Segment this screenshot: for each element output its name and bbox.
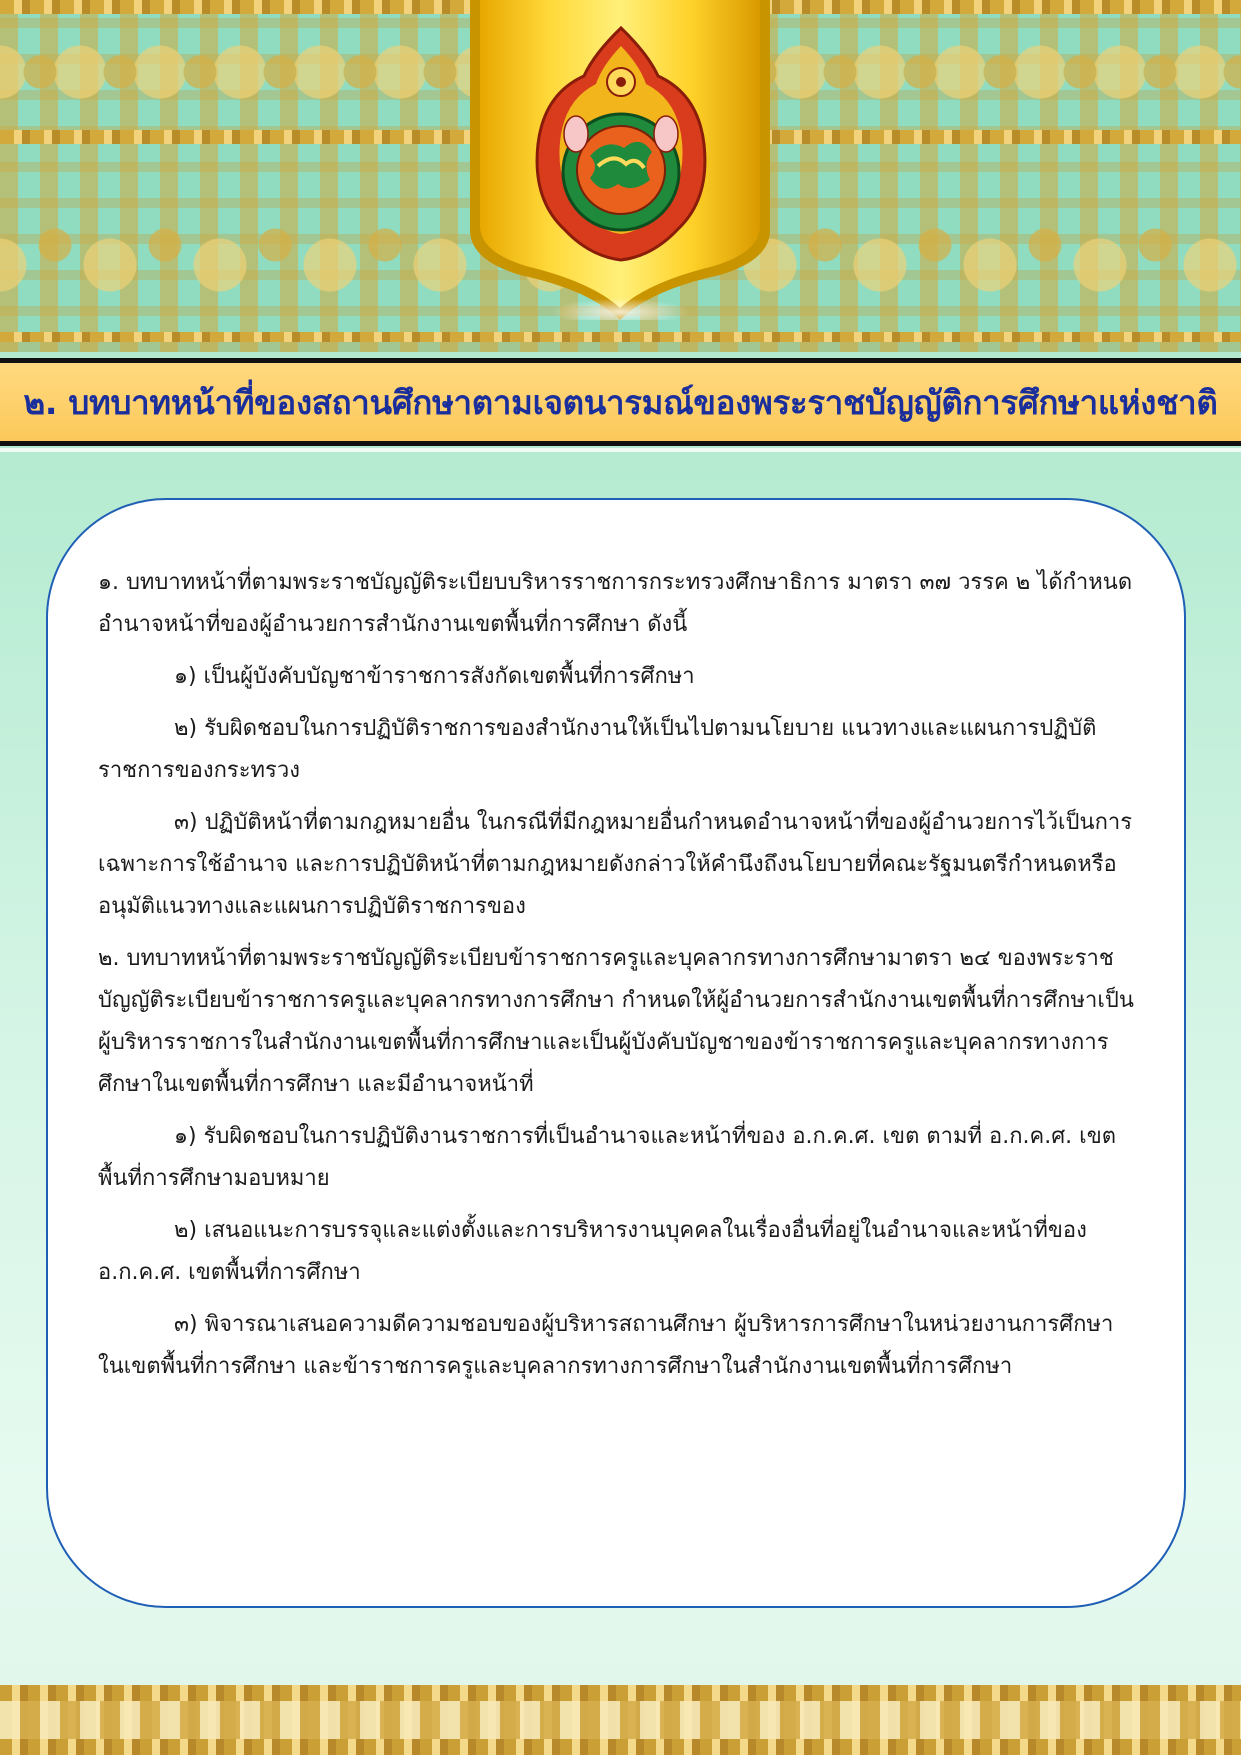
obec-emblem-icon	[528, 24, 714, 264]
content-panel	[46, 498, 1186, 1608]
section2-item-1: ๑) รับผิดชอบในการปฏิบัติงานราชการที่เป็นอำนาจและหน้าที่ของ อ.ก.ค.ศ. เขต ตามที่ อ.ก.ค.ศ. เขตพื้นที่การศึกษามอบหมาย	[98, 1124, 1117, 1191]
content-body	[98, 562, 1138, 1398]
top-decorative-banner	[0, 0, 1241, 352]
section2-heading: ๒. บทบาทหน้าที่ตามพระราชบัญญัติระเบียบข้าราชการครูและบุคลากรทางการศึกษามาตรา ๒๔ ของพระราชบัญญัติระเบียบข้าราชการครูและบุคลากรทางการศึกษา กำหนดให้ผู้อำนวยการสำนักงานเขตพื้นที่การศึกษาเป็นผู้บริหารราชการในสำนักงานเขตพื้นที่การศึกษาและเป็นผู้บังคับบัญชาของข้าราชการครูและบุคลากรทางการศึกษาในเขตพื้นที่การศึกษา และมีอำนาจหน้าที่	[98, 946, 1134, 1097]
page-title: ๒. บทบาทหน้าที่ของสถานศึกษาตามเจตนารมณ์ของพระราชบัญญัติการศึกษาแห่งชาติ	[23, 382, 1218, 422]
ornament-band-bottom	[0, 332, 1241, 342]
bottom-decorative-band	[0, 1685, 1241, 1755]
section2-item-2: ๒) เสนอแนะการบรรจุและแต่งตั้งและการบริหารงานบุคคลในเรื่องอื่นที่อยู่ในอำนาจและหน้าที่ของ อ.ก.ค.ศ. เขตพื้นที่การศึกษา	[98, 1218, 1087, 1285]
section2-item-3: ๓) พิจารณาเสนอความดีความชอบของผู้บริหารสถานศึกษา ผู้บริหารการศึกษาในหน่วยงานการศึกษาในเขตพื้นที่การศึกษา และข้าราชการครูและบุคลากรทางการศึกษาในสำนักงานเขตพื้นที่การศึกษา	[98, 1312, 1114, 1379]
section1-item-1: ๑) เป็นผู้บังคับบัญชาข้าราชการสังกัดเขตพื้นที่การศึกษา	[174, 664, 695, 689]
section1-item-3: ๓) ปฏิบัติหน้าที่ตามกฎหมายอื่น ในกรณีที่มีกฎหมายอื่นกำหนดอำนาจหน้าที่ของผู้อำนวยการไว้เป็นการเฉพาะการใช้อำนาจ และการปฏิบัติหน้าที่ตามกฎหมายดังกล่าวให้คำนึงถึงนโยบายที่คณะรัฐมนตรีกำหนดหรืออนุมัติแนวทางและแผนการปฏิบัติราชการของ	[98, 810, 1133, 919]
section1-heading: ๑. บทบาทหน้าที่ตามพระราชบัญญัติระเบียบบริหารราชการกระทรวงศึกษาธิการ มาตรา ๓๗ วรรค ๒ ได้กำหนดอำนาจหน้าที่ของผู้อำนวยการสำนักงานเขตพื้นที่การศึกษา ดังนี้	[98, 570, 1133, 637]
title-bar	[0, 358, 1241, 446]
section1-item-2: ๒) รับผิดชอบในการปฏิบัติราชการของสำนักงานให้เป็นไปตามนโยบาย แนวทางและแผนการปฏิบัติราชการของกระทรวง	[98, 716, 1097, 783]
title-divider	[0, 448, 1241, 452]
